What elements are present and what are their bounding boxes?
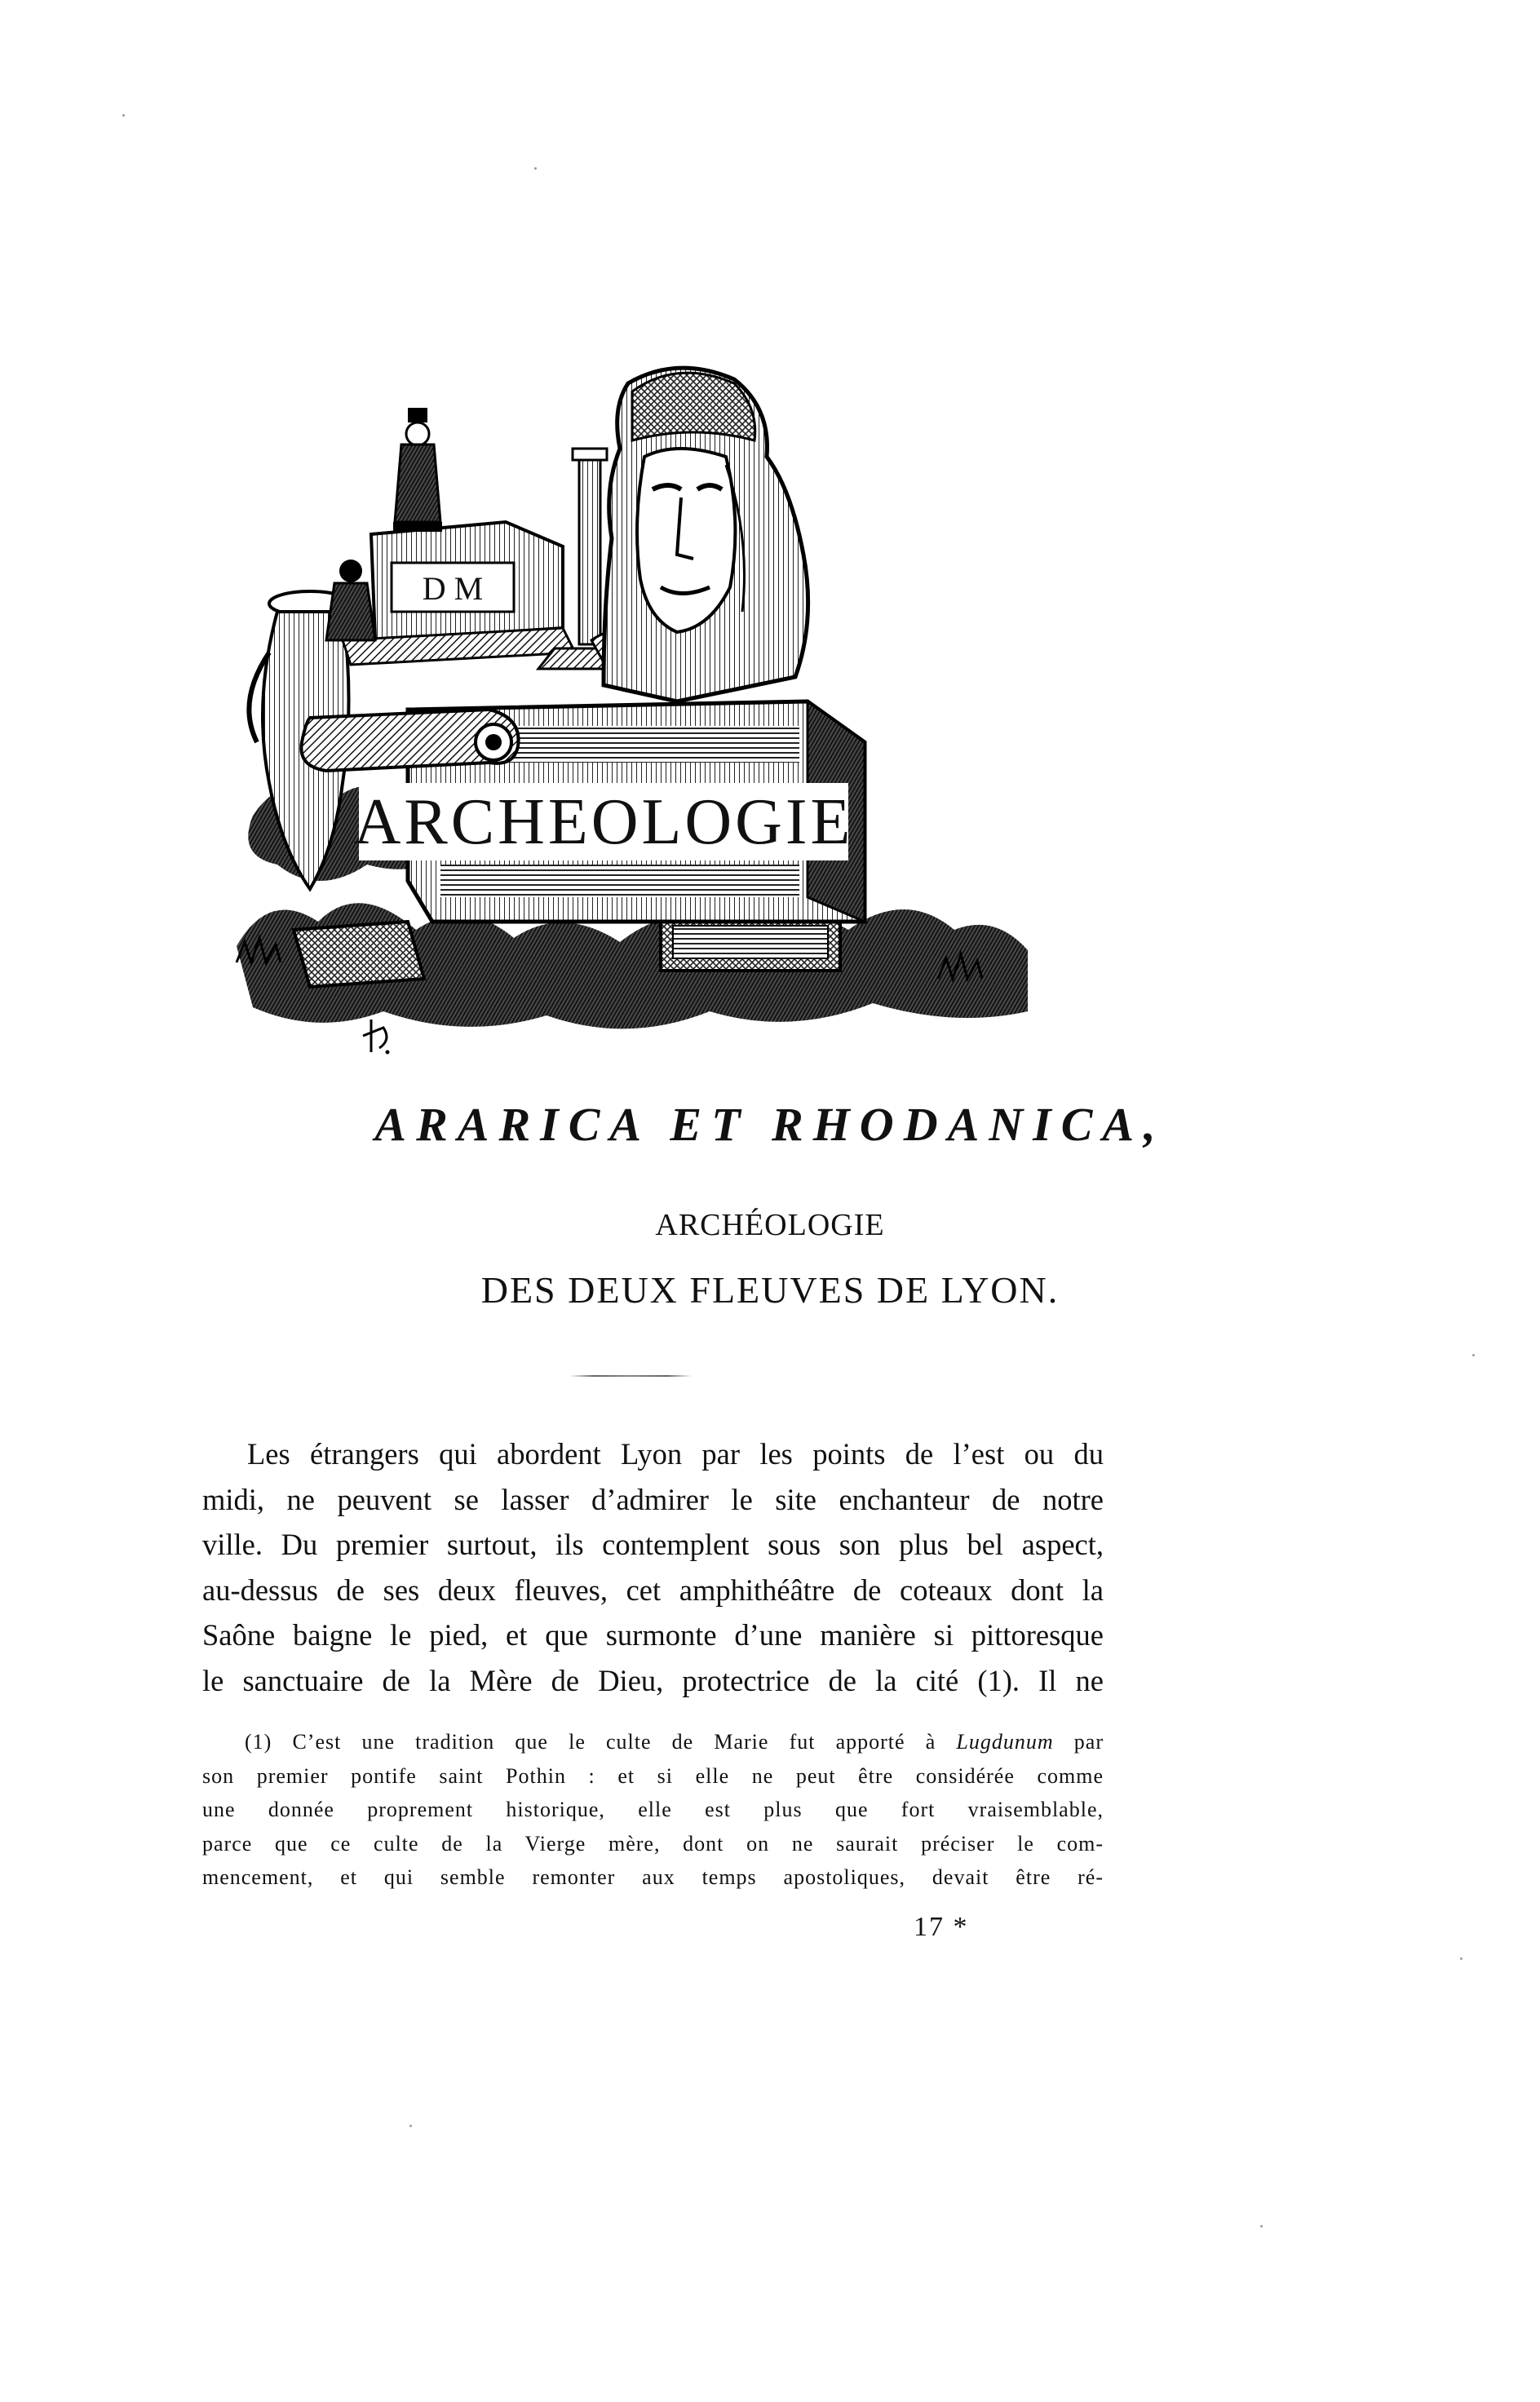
- paper-speck: [1460, 1957, 1463, 1960]
- footnote-line: (1) C’est une tradition que le culte de Marie fut apporté à Lugdunum par: [245, 1730, 1104, 1754]
- paper-speck: [122, 114, 125, 117]
- body-line: Les étrangers qui abordent Lyon par les points de l’est ou du: [247, 1437, 1104, 1471]
- page-number: 17 *: [914, 1912, 969, 1942]
- paper-speck: [409, 2125, 412, 2127]
- subtitle: ARCHÉOLOGIE: [655, 1208, 885, 1242]
- footnote-line: une donnée proprement historique, elle est plus que fort vraisemblable,: [202, 1798, 1104, 1821]
- body-line: ville. Du premier surtout, ils contemplent sous son plus bel aspect,: [202, 1528, 1104, 1561]
- subtitle-secondary: DES DEUX FLEUVES DE LYON.: [480, 1269, 1060, 1311]
- archaeology-vignette-illustration: [220, 359, 1036, 1077]
- scroll: [301, 710, 518, 771]
- paper-speck: [1472, 1354, 1475, 1356]
- footnote: [202, 1725, 1104, 1895]
- body-line: le sanctuaire de la Mère de Dieu, protectrice de la cité (1). Il ne: [202, 1663, 1104, 1697]
- page-title: ARARICA ET RHODANICA,: [374, 1098, 1166, 1151]
- footnote-line: mencement, et qui semble remonter aux temps apostoliques, devait être ré-: [202, 1865, 1104, 1889]
- basket: [294, 922, 424, 987]
- stone-inscription: ARCHEOLOGIE: [353, 786, 854, 858]
- seated-figurine: [326, 560, 375, 640]
- engraver-monogram: [363, 1020, 390, 1055]
- madonna-statuette: [393, 408, 442, 532]
- altar-block: [343, 522, 575, 665]
- sculpted-head: [604, 368, 808, 701]
- altar-inscription: D M: [422, 570, 484, 607]
- paper-speck: [1260, 2225, 1263, 2227]
- body-line: Saône baigne le pied, et que surmonte d’une manière si pittoresque: [202, 1618, 1104, 1652]
- body-line: midi, ne peuvent se lasser d’admirer le site enchanteur de notre: [202, 1482, 1104, 1516]
- body-paragraph: [202, 1431, 1104, 1703]
- body-line: au-dessus de ses deux fleuves, cet amphithéâtre de coteaux dont la: [202, 1573, 1104, 1607]
- italic-word: Lugdunum: [956, 1730, 1054, 1754]
- section-divider: [569, 1375, 692, 1377]
- paper-speck: [534, 167, 537, 170]
- footnote-line: parce que ce culte de la Vierge mère, dont on ne saurait préciser le com-: [202, 1831, 1104, 1856]
- footnote-line: son premier pontife saint Pothin : et si elle ne peut être considérée comme: [202, 1763, 1104, 1788]
